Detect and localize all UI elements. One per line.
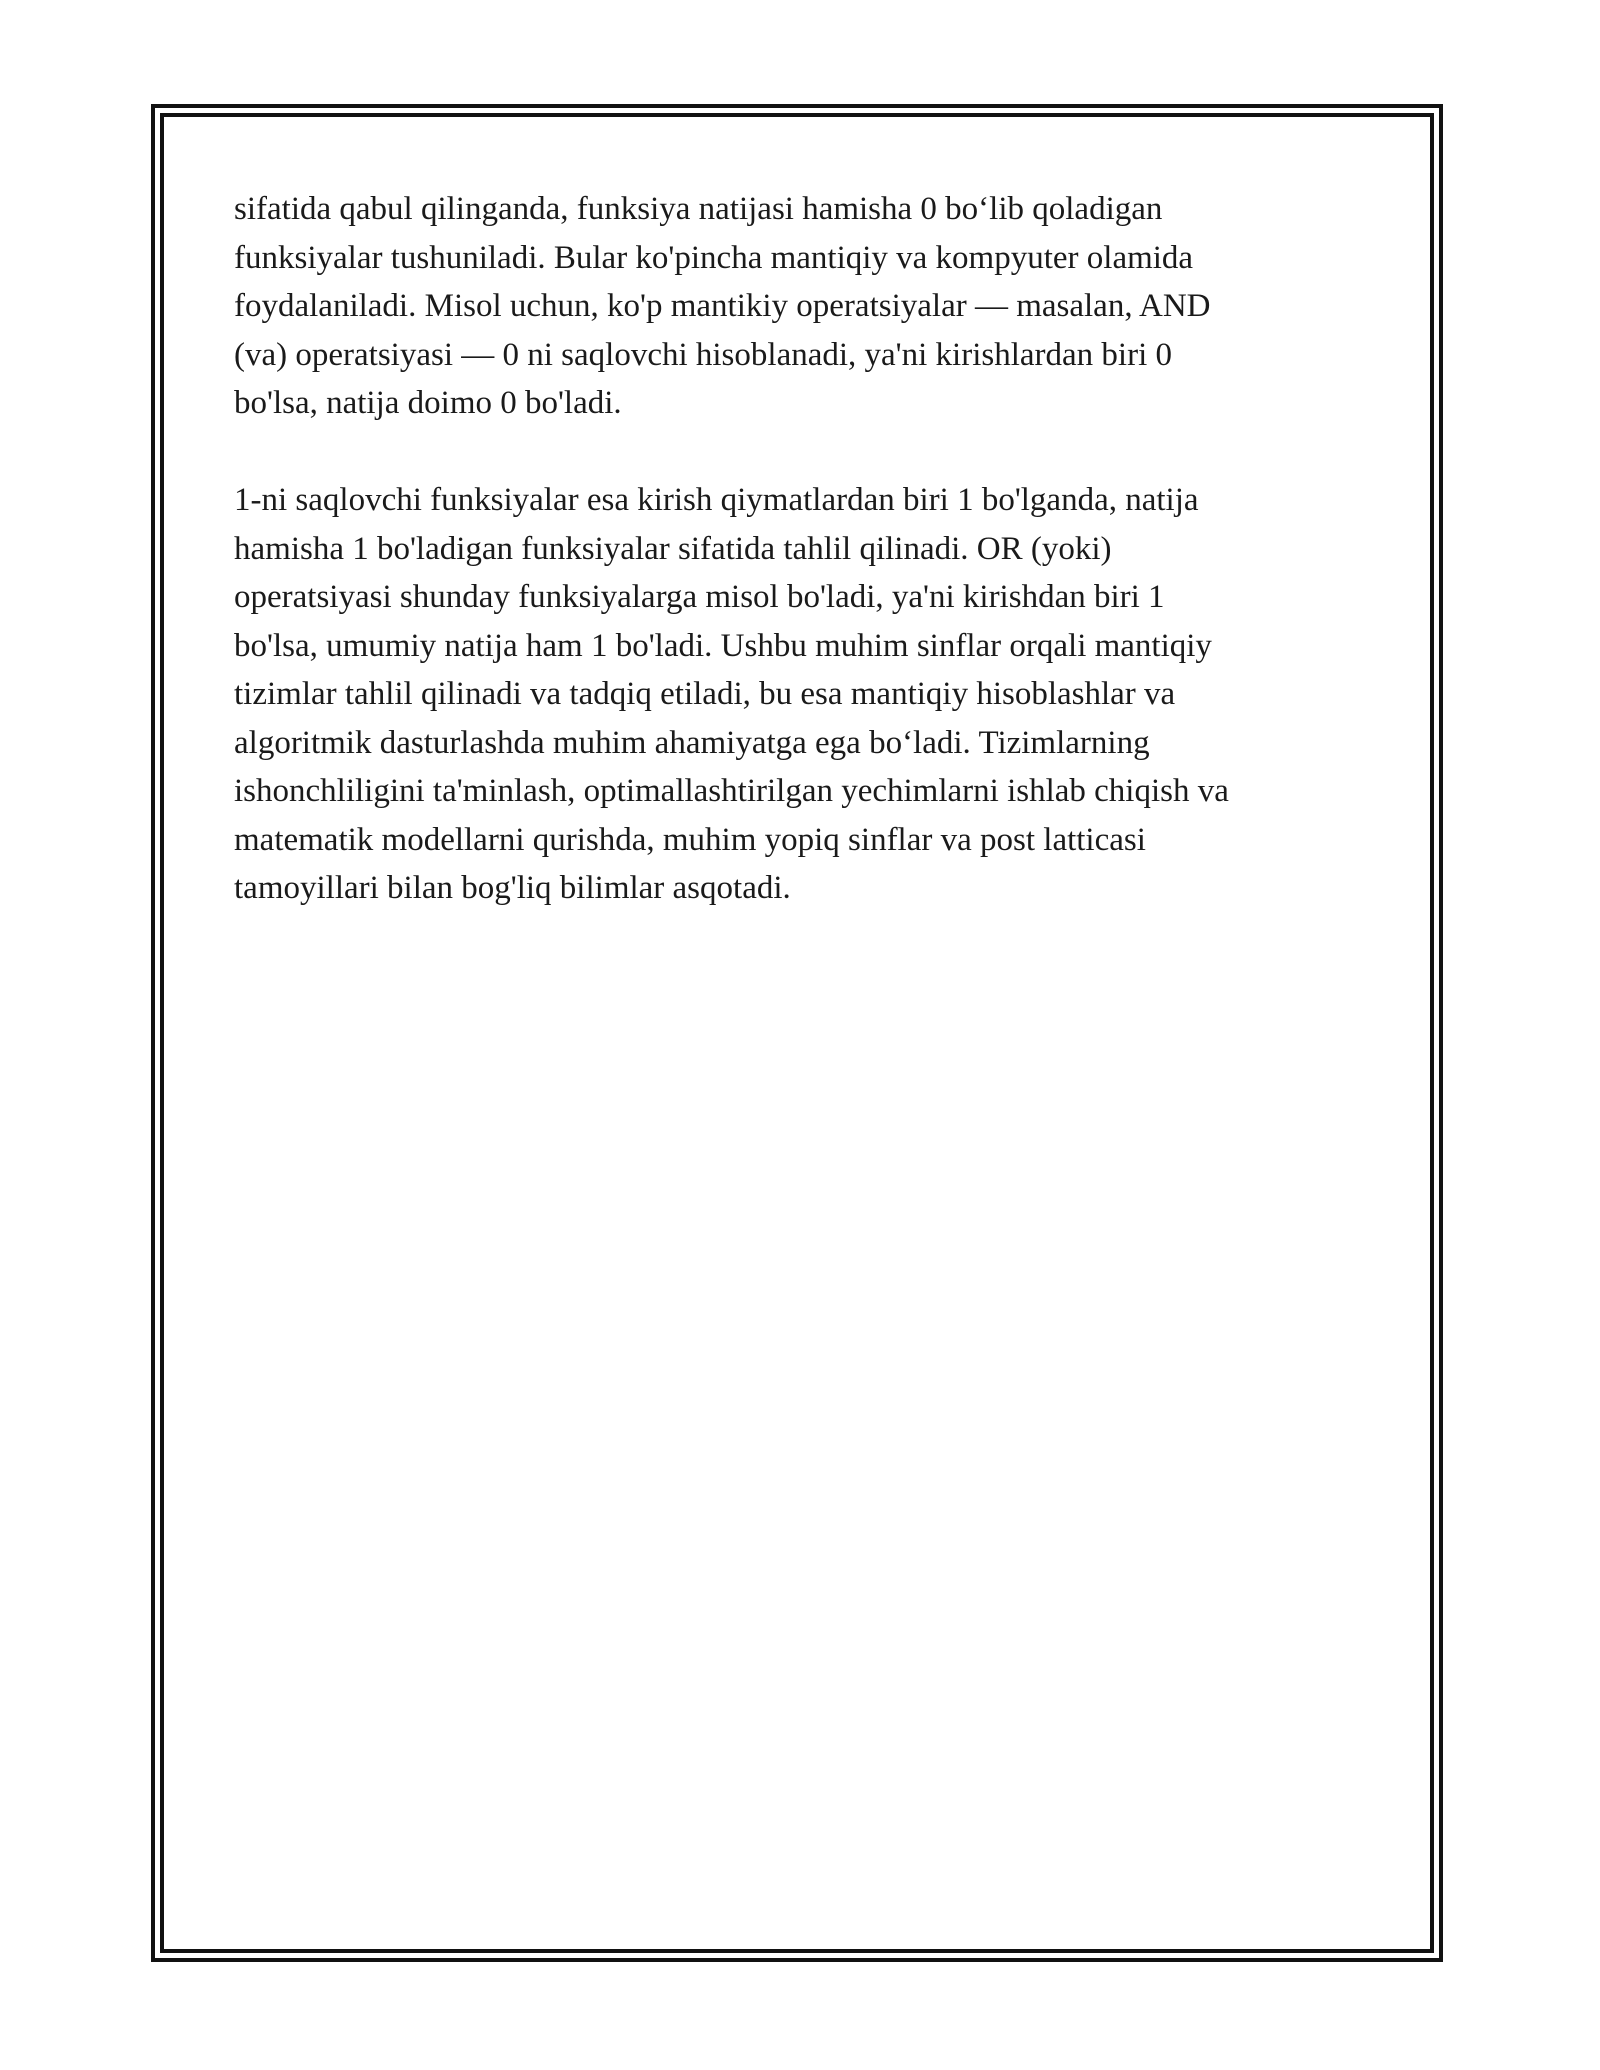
text-line: hamisha 1 bo'ladigan funksiyalar sifatida tahlil qilinadi. OR (yoki) [234, 530, 1112, 567]
text-line: tamoyillari bilan bog'liq bilimlar asqotadi. [234, 870, 791, 906]
text-line: bo'lsa, natija doimo 0 bo'ladi. [234, 385, 622, 421]
text-line: foydalaniladi. Misol uchun, ko'p mantikiy operatsiyalar — masalan, AND [234, 288, 1211, 324]
text-line: (va) operatsiyasi — 0 ni saqlovchi hisoblanadi, ya'ni kirishlardan biri 0 [234, 336, 1172, 373]
document-body [234, 185, 1354, 961]
text-line: sifatida qabul qilinganda, funksiya natijasi hamisha 0 bo‘lib qoladigan [234, 191, 1163, 227]
text-line: algoritmik dasturlashda muhim ahamiyatga ega bo‘ladi. Tizimlarning [234, 724, 1150, 761]
text-line: funksiyalar tushuniladi. Bular ko'pincha mantiqiy va kompyuter olamida [234, 239, 1194, 276]
paragraph-2 [234, 476, 1354, 913]
text-line: operatsiyasi shunday funksiyalarga misol bo'ladi, ya'ni kirishdan biri 1 [234, 579, 1165, 615]
text-line: bo'lsa, umumiy natija ham 1 bo'ladi. Ushbu muhim sinflar orqali mantiqiy [234, 627, 1212, 664]
text-line: matematik modellarni qurishda, muhim yopiq sinflar va post latticasi [234, 821, 1146, 858]
text-line: tizimlar tahlil qilinadi va tadqiq etiladi, bu esa mantiqiy hisoblashlar va [234, 676, 1176, 712]
text-line: ishonchliligini ta'minlash, optimallashtirilgan yechimlarni ishlab chiqish va [234, 773, 1229, 809]
text-line: 1-ni saqlovchi funksiyalar esa kirish qiymatlardan biri 1 bo'lganda, natija [234, 482, 1199, 518]
paragraph-1 [234, 185, 1354, 428]
